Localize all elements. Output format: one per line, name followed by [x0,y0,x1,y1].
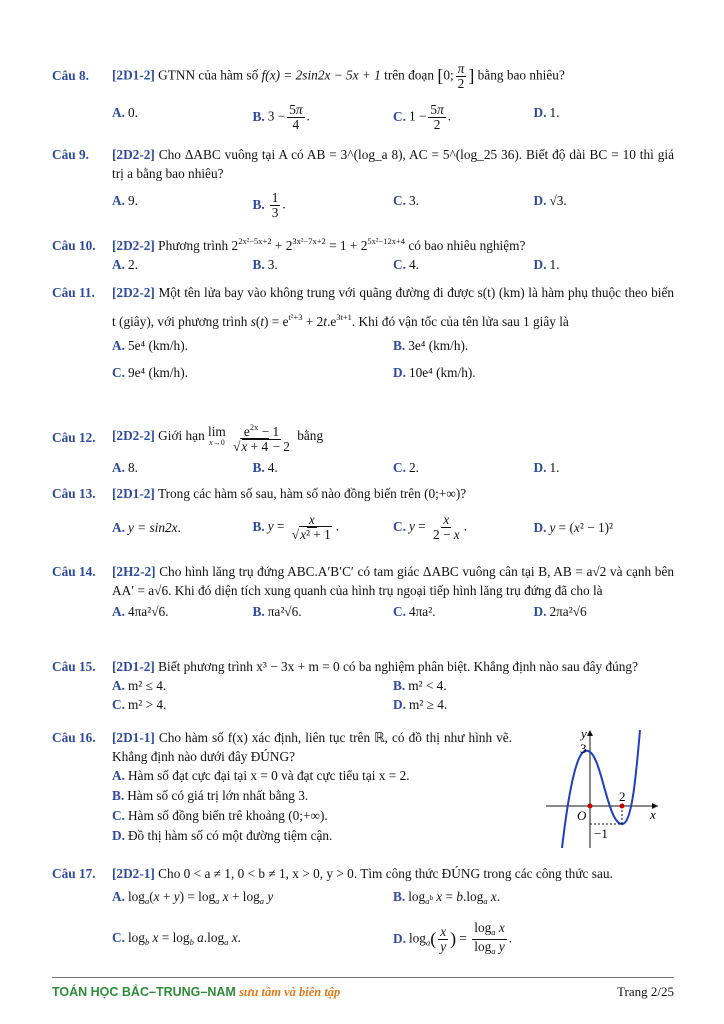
question-number: Câu 14. [52,564,96,579]
question-11 [52,281,674,382]
answer-options [112,336,674,355]
answer-options [112,513,674,542]
option-d[interactable]: D. 1. [533,257,560,272]
option-a[interactable]: A. $\log_a(x + y) = \log_a x + \log_a y$ [112,889,274,906]
question-number: Câu 12. [52,429,96,445]
option-a[interactable]: A. 2. [112,257,138,272]
question-17 [52,864,674,958]
question-16 [52,728,512,846]
question-text: [2D2-2] Một tên lửa bay vào không trung với quãng đường đi được s(t) (km) là hàm phụ thuộc theo biến t (giây), với phương trình $s(t) = e^{t^2+3} + 2t.e^{3t+1}$. Khi đó vận tốc của tên lửa sau 1 giây là [112,285,674,329]
option-d[interactable]: D. Đồ thị hàm số có một đường tiệm cận. [112,828,333,843]
option-a[interactable]: A. 0. [112,105,138,120]
answer-options [112,602,674,621]
question-text: [2D2-1] Cho 0 < a ≠ 1, 0 < b ≠ 1, x > 0, y > 0. Tìm công thức ĐÚNG trong các công thức sau. [112,866,613,881]
question-text: [2D2-2] Phương trình $2^{2x^2-5x+2} + 2^{3x^2-7x+2} = 1 + 2^{5x^2-12x+4}$ có bao nhiêu nghiệm? [112,236,526,253]
question-9 [52,145,674,220]
option-d[interactable]: D. 10e⁴ (km/h). [393,365,476,380]
option-c[interactable]: C. $\log_b x = \log_b a.\log_a$ x. [112,929,241,947]
root-point [620,804,625,809]
option-d[interactable]: D. m² ≥ 4. [393,697,448,712]
question-text: [2D2-2] Cho ΔABC vuông tại A có AB = 3^(log_a 8), AC = 5^(log_25 36). Biết độ dài BC = 10 thì giá trị a bằng bao nhiêu? [112,147,675,181]
option-d[interactable]: D. $\log_a$( $\frac{x}{y}$ ) = $\frac{\log_a x}{\log_a y}$ . [393,920,513,956]
question-text: [2D1-2] GTNN của hàm số f(x) = 2sin2x − 5x + 1 trên đoạn [0; $\frac{\pi}{2}$ ] bằng bao nhiêu? [112,61,565,91]
option-a[interactable]: A. Hàm số đạt cực đại tại x = 0 và đạt cực tiểu tại x = 2. [112,768,410,783]
y-value-label: 3 [580,741,587,756]
option-a[interactable]: A. 8. [112,460,138,475]
answer-options [112,676,674,695]
option-a[interactable]: A. 9. [112,193,138,208]
option-d[interactable]: D. 1. [533,105,560,120]
option-b[interactable]: B. y = $\frac{x}{\text{√x² + 1}}$ . [252,512,340,542]
option-b[interactable]: B. $\frac{1}{3}$ . [252,190,286,220]
answer-options [112,255,674,274]
question-number: Câu 16. [52,730,96,745]
answer-options [112,887,674,911]
question-number: Câu 15. [52,659,96,674]
option-c[interactable]: C. 1 − $\frac{5\pi}{2}$ . [393,102,452,132]
answer-options [112,695,674,714]
footer-brand: TOÁN HỌC BẮC–TRUNG–NAM sưu tầm và biên tập [52,985,341,999]
option-d[interactable]: D. 1. [533,460,560,475]
question-number: Câu 8. [52,67,89,83]
option-b[interactable]: B. 3 − $\frac{5\pi}{4}$ . [252,102,310,132]
answer-options [112,458,674,477]
option-d[interactable]: D. 2πa²√6 [533,604,587,619]
answer-options [112,766,512,846]
question-text: [2H2-2] Cho hình lăng trụ đứng ABC.A′B′C′ có tam giác ΔABC vuông cân tại B, AB = a√2 và cạnh bên AA′ = a√6. Khi đó diện tích xung quanh của hình trụ ngoại tiếp hình lăng trụ đứng đã cho là [112,564,674,598]
answer-options [112,363,674,382]
origin-label: O [577,808,587,823]
option-c[interactable]: C. 2. [393,460,419,475]
option-d[interactable]: D. y = (x² − 1)² [533,520,614,535]
option-a[interactable]: A. m² ≤ 4. [112,678,167,693]
option-c[interactable]: C. 9e⁴ (km/h). [112,365,188,380]
option-b[interactable]: B. 3. [252,257,278,272]
option-c[interactable]: C. m² > 4. [112,697,167,712]
option-a[interactable]: A. 5e⁴ (km/h). [112,338,188,353]
question-number: Câu 13. [52,486,96,501]
answer-options [112,103,674,132]
question-text: [2D2-2] Giới hạn lim x→0 $\frac{e^{2x} - 1}{√x + 4 - 2}$ bằng [112,422,324,454]
option-d[interactable]: D. √3. [533,193,567,208]
question-12 [52,420,674,477]
y-axis-arrow [587,730,593,736]
question-8 [52,62,674,132]
option-b[interactable]: B. Hàm số có giá trị lớn nhất bằng 3. [112,788,309,803]
x-value-label: 2 [619,789,626,804]
option-b[interactable]: B. $\log_{a^b} x = b.\log_a$ x. [393,889,501,906]
page-footer [52,977,674,1000]
option-c[interactable]: C. 3. [393,193,419,208]
question-13 [52,484,674,542]
question-number: Câu 9. [52,147,89,162]
option-c[interactable]: C. 4. [393,257,419,272]
answer-options [112,921,674,958]
question-number: Câu 10. [52,238,96,253]
option-b[interactable]: B. 3e⁴ (km/h). [393,338,469,353]
x-label: x [650,807,656,822]
option-b[interactable]: B. πa²√6. [252,604,302,619]
question-number: Câu 17. [52,866,96,881]
question-text: [2D1-1] Cho hàm số f(x) xác định, liên tục trên ℝ, có đồ thị như hình vẽ. Khẳng định nào dưới đây ĐÚNG? [112,730,512,764]
origin-point [588,804,593,809]
option-c[interactable]: C. Hàm số đồng biến trê khoảng (0;+∞). [112,808,328,823]
question-number: Câu 11. [52,285,95,300]
question-text: [2D1-2] Biết phương trình x³ − 3x + m = 0 có ba nghiệm phân biệt. Khẳng định nào sau đây đúng? [112,659,638,674]
question-15 [52,657,674,714]
question-10 [52,232,674,274]
min-value-label: −1 [594,826,608,841]
option-c[interactable]: C. y = $\frac{x}{2 - x}$ . [393,512,468,542]
option-b[interactable]: B. 4. [252,460,278,475]
function-graph [540,726,664,852]
question-text: [2D1-2] Trong các hàm số sau, hàm số nào đồng biến trên (0;+∞)? [112,486,467,501]
page-number: Trang 2/25 [617,984,674,999]
answer-options [112,191,674,220]
option-a[interactable]: A. 4πa²√6. [112,604,169,619]
y-label: y [581,726,587,741]
option-c[interactable]: C. 4πa². [393,604,436,619]
option-b[interactable]: B. m² < 4. [393,678,447,693]
question-14 [52,562,674,621]
option-a[interactable]: A. y = sin2x. [112,520,181,535]
